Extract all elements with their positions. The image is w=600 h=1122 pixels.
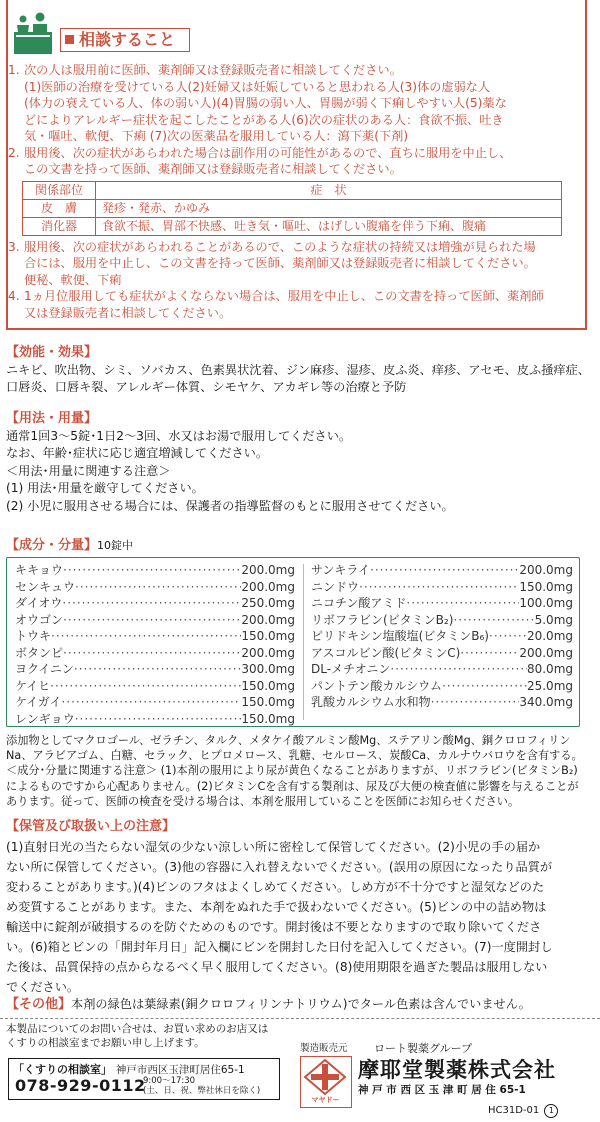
ingredient-row: トウキ ····· 150.0mg [15,628,295,645]
logo-text: マヤドー [311,1096,340,1104]
ingredient-row: オウゴン ····· 200.0mg [15,612,295,629]
ingredient-row: レンギョウ ····· 150.0mg [15,711,295,728]
ingredients-left [15,562,295,727]
ingredient-row: キキョウ ····· 200.0mg [15,562,295,579]
consult-item-2: 2. 服用後、次の症状があらわれた場合は副作用の可能性があるので、直ちに服用を中止し、 この文書を持って医師、薬剤師又は登録販売者に相談してください。 [8,145,512,176]
table-row: 皮 膚 発疹・発赤、かゆみ [23,199,562,217]
ingredient-row: 乳酸カルシウム水和物 ····· 340.0mg [311,694,573,711]
ingredient-row: ケイヒ ····· 150.0mg [15,678,295,695]
revision-number: 1 [544,1104,558,1118]
usage-heading: 【用法・用量】 [6,411,98,426]
ingredient-row: DL-メチオニン ····· 80.0mg [311,661,573,678]
ingredients-right [311,562,573,711]
ingredients-heading: 【成分・分量】 [6,538,98,553]
table-header-part: 関係部位 [23,181,96,199]
phone-number: 078-929-0112 [15,1076,146,1095]
consult-list [8,62,568,321]
ingredient-row: ピリドキシン塩酸塩(ビタミンB₆) ····· 20.0mg [311,628,573,645]
table-header-symptom: 症 状 [96,181,562,199]
ingredients-box [6,557,580,727]
ingredient-row: ダイオウ ····· 250.0mg [15,595,295,612]
ingredient-row: ニンドウ ····· 150.0mg [311,579,573,596]
consult-icon [14,10,52,54]
consult-header [14,10,214,54]
document-code: HC31D-01 1 [488,1104,558,1118]
ingredients-subheading: 10錠中 [97,539,134,552]
company-address: 神 戸 市 西 区 玉 津 町 居 住 65-1 [358,1084,526,1096]
storage-section: 【保管及び取扱い上の注意】 (1)直射日光の当たらない湿気の少ない涼しい所に密栓して保管してください。(2)小児の手の届か ない所に保管してください。(3)他の容器に入れ替えないでください。(誤用の原因になったり品質が 変わることがあります。)(4)ビンのフタはよくしめてください。しめ方が不十分ですと湿気などのた め変質することがあります。また、本剤をぬれた手で扱わないでください。(5)ビンの中の詰め物は 輸送中に錠剤が破損するのを防ぐためのものです。開封後は不要となりますので取り除いてくださ い。(6)箱とビンの「開封年月日」記入欄にビンを開封した日付を記入してください。(7)一度開封し た後は、品質保持の点からなるべく早く服用してください。(8)使用期限を過ぎた製品は服用しない でください。 [6,819,553,994]
ingredient-row: ヨクイニン ····· 300.0mg [15,661,295,678]
ingredient-row: パントテン酸カルシウム ····· 25.0mg [311,678,573,695]
contact-box [8,1058,280,1100]
ingredients-heading-row [6,537,133,555]
ingredient-row: ケイガイ ····· 150.0mg [15,694,295,711]
company-name: 摩耶堂製薬株式会社 [358,1058,556,1082]
business-hours: 9:00〜17:30 (土、日、祝、弊社休日を除く) [143,1076,261,1096]
ingredient-row: ボタンピ ····· 200.0mg [15,645,295,662]
footer-divider [0,1018,600,1019]
consult-title: 相談すること [60,28,190,52]
table-row: 消化器 食欲不振、胃部不快感、吐き気・嘔吐、はげしい腹痛を伴う下痢、腹痛 [23,217,562,235]
additives-notes: 添加物としてマクロゴール、ゼラチン、タルク、メタケイ酸アルミン酸Mg、ステアリン酸Mg、銅クロロフィリン Na、アラビアゴム、白糖、セラック、ヒプロメロース、乳糖、セルロース、炭酸Ca、カルナウバロウを含有する。 ＜成分･分量に関連する注意＞ (1)本剤の服用により尿が黄色くなることがありますが、リボフラビン(ビタミンB₂) によるものですから心配ありません。(2)ビタミンCを含有する製剤は、尿及び大便の検査値に影響を与えることが あります。従って、医師の検査を受ける場合は、本剤を服用していることを医師にお知らせください。 [6,734,583,808]
ingredient-row: ニコチン酸アミド ····· 100.0mg [311,595,573,612]
column-divider [303,564,304,720]
other-heading: 【その他】 [6,997,72,1012]
office-name: 「くすりの相談室」 [13,1063,112,1076]
symptom-table [22,181,562,236]
company-logo [300,1056,352,1108]
other-section [6,996,531,1014]
ingredient-row: サンキライ ····· 200.0mg [311,562,573,579]
efficacy-section: 【効能・効果】 ニキビ、吹出物、シミ、ソバカス、色素異状沈着、ジン麻疹、湿疹、皮ふ炎、痒疹、アセモ、皮ふ掻痒症、 口唇炎、口唇キ裂、アレルギー体質、シモヤケ、アカギレ等の治療と予防 [6,345,590,394]
inquiry-text: 本製品についてのお問い合せは、お買い求めのお店又は くすりの相談室までお願い申し上げます。 [6,1023,269,1049]
ingredient-row: リボフラビン(ビタミンB₂) ····· 5.0mg [311,612,573,629]
group-name: ロート製薬グループ [374,1042,473,1055]
ingredient-row: センキュウ ····· 200.0mg [15,579,295,596]
logo-mark-icon [301,1057,350,1097]
consult-item-3: 3. 服用後、次の症状があらわれることがあるので、このような症状の持続又は増強が見られた場 合には、服用を中止し、この文書を持って医師、薬剤師又は登録販売者に相談してください。 便秘、軟便、下痢 [8,239,536,287]
efficacy-heading: 【効能・効果】 [6,345,98,360]
maker-label: 製造販売元 [300,1043,348,1054]
usage-section: 【用法・用量】 通常1回3〜5錠･1日2〜3回、水又はお湯で服用してください。 なお、年齢･症状に応じ適宜増減してください。 ＜用法･用量に関連する注意＞ (1) 用法･用量を厳守してください。 (2) 小児に服用させる場合には、保護者の指導監督のもとに服用させてください。 [6,411,454,513]
storage-heading: 【保管及び取扱い上の注意】 [6,819,176,834]
ingredient-row: アスコルビン酸(ビタミンC) ····· 200.0mg [311,645,573,662]
other-text: 本剤の緑色は葉緑素(銅クロロフィリンナトリウム)でタール色素は含んでいません。 [71,997,531,1011]
consult-item-1: 1. 次の人は服用前に医師、薬剤師又は登録販売者に相談してください。 (1)医師の治療を受けている人(2)妊婦又は妊娠していると思われる人(3)体の虚弱な人 (体力の衰えている人、体の弱い人)(4)胃腸の弱い人、胃腸が弱く下痢しやすい人(5)薬な どによりアレルギー症状を起こしたことがある人(6)次の症状のある人：食欲不振、吐き 気・嘔吐、軟便、下痢 (7)次の医薬品を服用している人：瀉下薬(下剤) [8,63,507,143]
consult-item-4: 4. 1ヵ月位服用しても症状がよくならない場合は、服用を中止し、この文書を持って医師、薬剤師 又は登録販売者に相談してください。 [8,289,544,320]
office-address: 神戸市西区玉津町居住65-1 [115,1064,245,1076]
